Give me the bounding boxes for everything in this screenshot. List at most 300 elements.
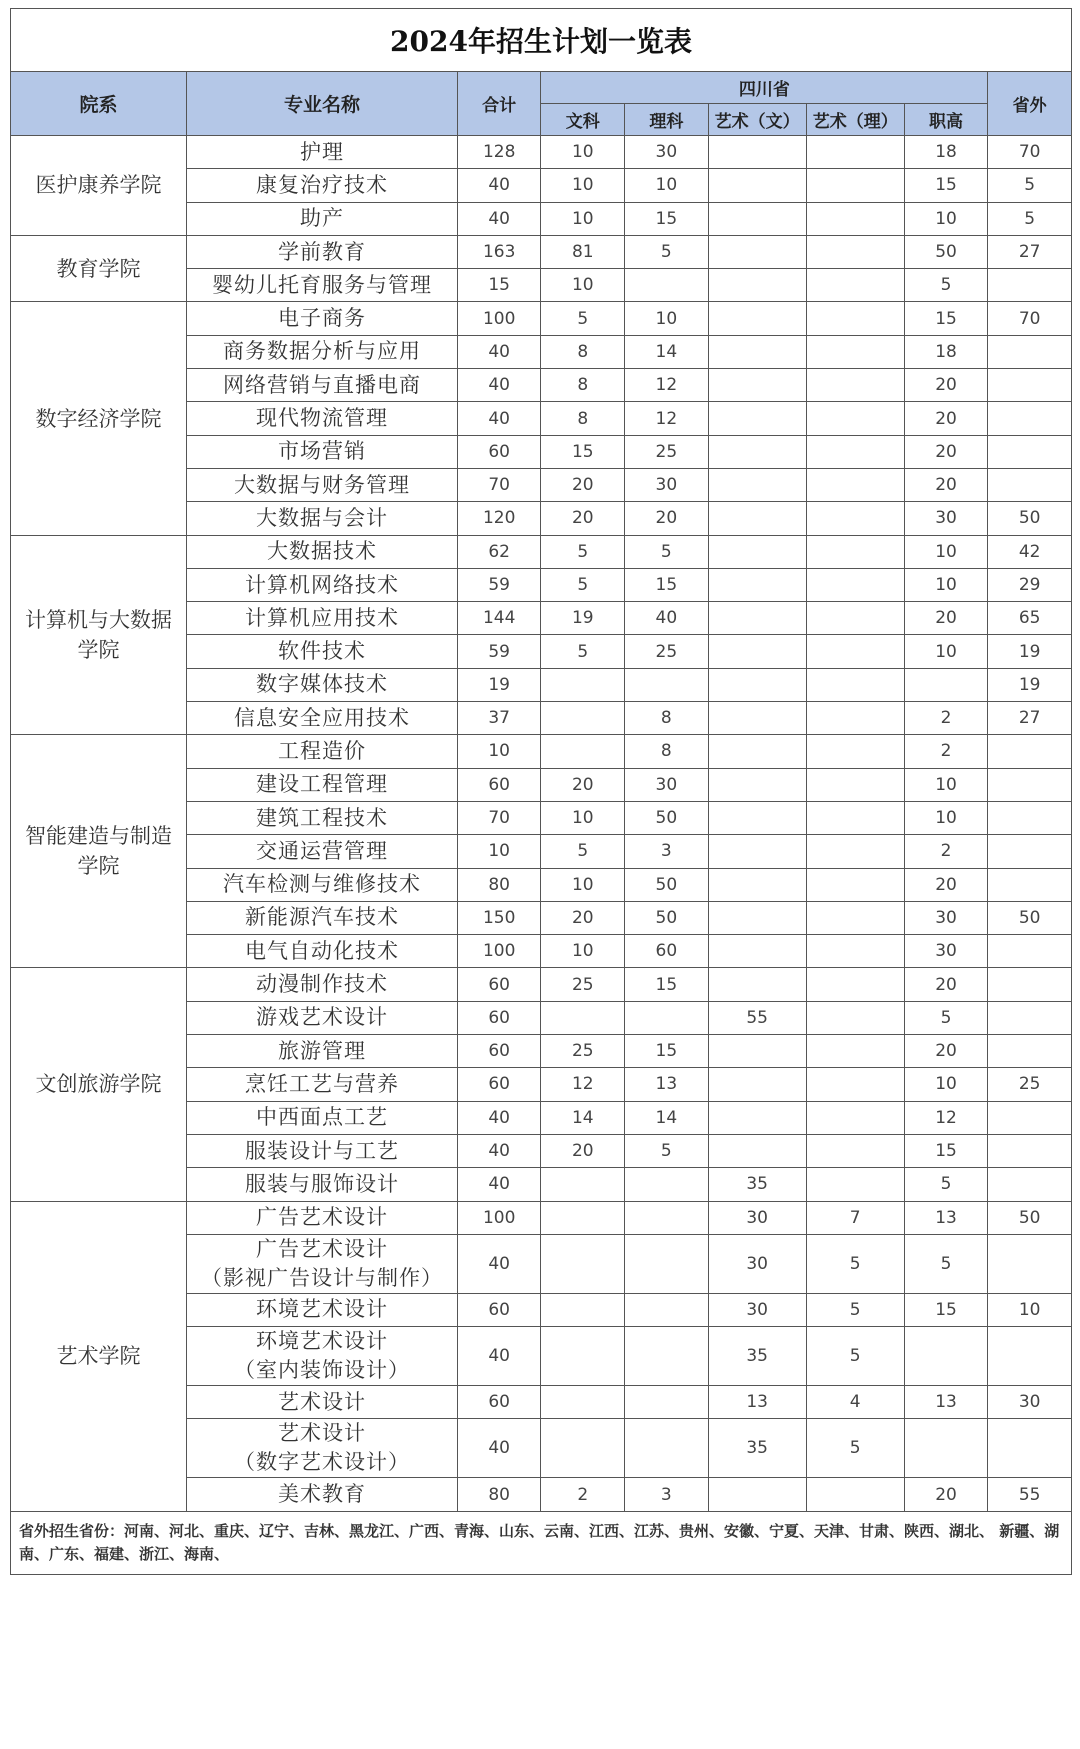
cell-total: 40 (457, 369, 541, 402)
cell-art-wen (708, 735, 806, 768)
cell-like: 20 (625, 502, 709, 535)
cell-zhigao: 20 (904, 435, 988, 468)
cell-art-li (806, 269, 904, 302)
cell-total: 60 (457, 1068, 541, 1101)
cell-art-li (806, 235, 904, 268)
major-cell: 现代物流管理 (187, 402, 458, 435)
cell-outside (988, 801, 1072, 834)
cell-outside (988, 1419, 1072, 1478)
cell-art-wen (708, 668, 806, 701)
cell-total: 150 (457, 901, 541, 934)
cell-wenke: 20 (541, 468, 625, 501)
cell-outside: 19 (988, 668, 1072, 701)
cell-like: 13 (625, 1068, 709, 1101)
cell-art-wen (708, 369, 806, 402)
cell-art-wen (708, 302, 806, 335)
cell-zhigao: 20 (904, 468, 988, 501)
cell-art-wen: 13 (708, 1386, 806, 1419)
cell-like: 5 (625, 1134, 709, 1167)
cell-zhigao: 30 (904, 935, 988, 968)
cell-art-li: 5 (806, 1327, 904, 1386)
cell-total: 40 (457, 202, 541, 235)
cell-art-wen (708, 702, 806, 735)
cell-wenke: 8 (541, 369, 625, 402)
cell-total: 80 (457, 1478, 541, 1511)
cell-total: 40 (457, 402, 541, 435)
cell-art-li: 4 (806, 1386, 904, 1419)
cell-zhigao: 30 (904, 502, 988, 535)
cell-art-wen (708, 1035, 806, 1068)
cell-zhigao: 10 (904, 768, 988, 801)
cell-zhigao: 12 (904, 1101, 988, 1134)
cell-outside: 19 (988, 635, 1072, 668)
department-cell: 数字经济学院 (11, 302, 187, 535)
cell-art-wen (708, 835, 806, 868)
cell-art-li (806, 901, 904, 934)
enrollment-plan-table (10, 8, 1072, 1575)
cell-wenke (541, 668, 625, 701)
cell-wenke: 15 (541, 435, 625, 468)
cell-art-wen (708, 801, 806, 834)
cell-art-li (806, 169, 904, 202)
major-cell: 数字媒体技术 (187, 668, 458, 701)
cell-total: 40 (457, 1234, 541, 1293)
cell-total: 163 (457, 235, 541, 268)
cell-wenke: 12 (541, 1068, 625, 1101)
cell-total: 60 (457, 968, 541, 1001)
cell-like: 50 (625, 801, 709, 834)
cell-art-li (806, 435, 904, 468)
cell-art-li (806, 635, 904, 668)
cell-art-wen (708, 535, 806, 568)
cell-total: 144 (457, 602, 541, 635)
cell-wenke: 10 (541, 269, 625, 302)
cell-wenke (541, 1327, 625, 1386)
cell-zhigao: 5 (904, 1168, 988, 1201)
cell-like: 10 (625, 169, 709, 202)
cell-zhigao: 20 (904, 968, 988, 1001)
table-body (11, 136, 1072, 1512)
footnote-provinces: 省外招生省份：河南、河北、重庆、辽宁、吉林、黑龙江、广西、青海、山东、云南、江西、江苏、贵州、安徽、宁夏、天津、甘肃、陕西、湖北、 新疆、湖南、广东、福建、浙江、海南、 (11, 1511, 1072, 1574)
cell-like: 12 (625, 402, 709, 435)
cell-zhigao (904, 668, 988, 701)
cell-art-li (806, 801, 904, 834)
cell-wenke: 2 (541, 1478, 625, 1511)
cell-outside: 27 (988, 235, 1072, 268)
major-cell: 电气自动化技术 (187, 935, 458, 968)
major-cell: 计算机应用技术 (187, 602, 458, 635)
cell-wenke: 20 (541, 502, 625, 535)
cell-outside: 42 (988, 535, 1072, 568)
header-zhigao: 职高 (904, 104, 988, 136)
cell-total: 60 (457, 1293, 541, 1326)
cell-art-li (806, 136, 904, 169)
cell-outside: 30 (988, 1386, 1072, 1419)
cell-art-wen: 55 (708, 1001, 806, 1034)
enrollment-plan-sheet (10, 8, 1072, 1735)
cell-art-wen (708, 568, 806, 601)
cell-like: 15 (625, 568, 709, 601)
cell-total: 128 (457, 136, 541, 169)
table-row (11, 535, 1072, 568)
major-cell: 大数据与会计 (187, 502, 458, 535)
major-cell: 动漫制作技术 (187, 968, 458, 1001)
cell-outside: 55 (988, 1478, 1072, 1511)
cell-art-li (806, 968, 904, 1001)
cell-art-wen (708, 468, 806, 501)
cell-art-wen: 30 (708, 1201, 806, 1234)
cell-art-li (806, 602, 904, 635)
cell-art-li: 7 (806, 1201, 904, 1234)
cell-art-li (806, 1478, 904, 1511)
cell-like: 30 (625, 468, 709, 501)
cell-zhigao (904, 1419, 988, 1478)
cell-art-wen (708, 402, 806, 435)
major-cell: 学前教育 (187, 235, 458, 268)
cell-wenke: 10 (541, 868, 625, 901)
cell-total: 40 (457, 335, 541, 368)
cell-art-li (806, 369, 904, 402)
cell-zhigao: 10 (904, 635, 988, 668)
cell-outside: 70 (988, 302, 1072, 335)
cell-zhigao: 13 (904, 1386, 988, 1419)
cell-art-li (806, 935, 904, 968)
major-cell: 广告艺术设计 (187, 1201, 458, 1234)
major-cell: 工程造价 (187, 735, 458, 768)
cell-outside (988, 435, 1072, 468)
cell-wenke: 5 (541, 302, 625, 335)
header-wenke: 文科 (541, 104, 625, 136)
cell-wenke (541, 702, 625, 735)
cell-wenke: 19 (541, 602, 625, 635)
cell-like (625, 668, 709, 701)
cell-wenke: 10 (541, 801, 625, 834)
cell-outside: 50 (988, 502, 1072, 535)
cell-total: 40 (457, 1327, 541, 1386)
cell-wenke: 10 (541, 136, 625, 169)
table-row (11, 302, 1072, 335)
cell-art-wen (708, 502, 806, 535)
cell-art-wen (708, 868, 806, 901)
cell-zhigao: 15 (904, 169, 988, 202)
cell-zhigao: 20 (904, 369, 988, 402)
cell-art-li: 5 (806, 1419, 904, 1478)
major-cell: 建设工程管理 (187, 768, 458, 801)
cell-zhigao: 20 (904, 1478, 988, 1511)
cell-like: 5 (625, 235, 709, 268)
table-row (11, 968, 1072, 1001)
cell-art-wen (708, 635, 806, 668)
cell-zhigao: 5 (904, 1234, 988, 1293)
cell-total: 120 (457, 502, 541, 535)
cell-like (625, 1001, 709, 1034)
cell-art-wen (708, 935, 806, 968)
cell-total: 37 (457, 702, 541, 735)
major-cell: 中西面点工艺 (187, 1101, 458, 1134)
table-row (11, 235, 1072, 268)
cell-wenke (541, 1419, 625, 1478)
cell-zhigao: 10 (904, 568, 988, 601)
cell-outside (988, 1327, 1072, 1386)
cell-wenke (541, 1293, 625, 1326)
cell-outside: 27 (988, 702, 1072, 735)
table-row (11, 735, 1072, 768)
cell-outside (988, 768, 1072, 801)
cell-total: 19 (457, 668, 541, 701)
cell-like (625, 1327, 709, 1386)
cell-total: 40 (457, 1168, 541, 1201)
header-art-wen: 艺术（文） (708, 104, 806, 136)
cell-wenke (541, 1001, 625, 1034)
cell-outside: 50 (988, 901, 1072, 934)
cell-zhigao: 5 (904, 269, 988, 302)
cell-outside: 50 (988, 1201, 1072, 1234)
cell-like (625, 1201, 709, 1234)
cell-zhigao: 20 (904, 602, 988, 635)
department-cell: 艺术学院 (11, 1201, 187, 1511)
major-cell: 游戏艺术设计 (187, 1001, 458, 1034)
cell-outside (988, 402, 1072, 435)
cell-wenke: 81 (541, 235, 625, 268)
cell-like (625, 1419, 709, 1478)
cell-art-wen (708, 1478, 806, 1511)
page-title: 2024年招生计划一览表 (11, 9, 1072, 72)
major-cell: 助产 (187, 202, 458, 235)
cell-art-li (806, 468, 904, 501)
cell-like: 12 (625, 369, 709, 402)
table-row (11, 136, 1072, 169)
cell-like (625, 269, 709, 302)
cell-like: 25 (625, 635, 709, 668)
cell-art-wen: 30 (708, 1234, 806, 1293)
cell-outside (988, 269, 1072, 302)
cell-outside (988, 735, 1072, 768)
header-like: 理科 (625, 104, 709, 136)
cell-wenke: 10 (541, 169, 625, 202)
cell-zhigao: 18 (904, 136, 988, 169)
cell-zhigao: 5 (904, 1001, 988, 1034)
cell-total: 100 (457, 935, 541, 968)
cell-outside (988, 1134, 1072, 1167)
cell-total: 60 (457, 435, 541, 468)
major-cell: 网络营销与直播电商 (187, 369, 458, 402)
header-sichuan: 四川省 (541, 72, 988, 104)
cell-art-li (806, 1101, 904, 1134)
cell-art-li (806, 1134, 904, 1167)
cell-like (625, 1234, 709, 1293)
cell-wenke (541, 1201, 625, 1234)
cell-zhigao: 2 (904, 702, 988, 735)
cell-art-wen (708, 901, 806, 934)
cell-art-li (806, 335, 904, 368)
cell-total: 70 (457, 468, 541, 501)
header-dept: 院系 (11, 72, 187, 136)
major-cell: 汽车检测与维修技术 (187, 868, 458, 901)
major-cell: 婴幼儿托育服务与管理 (187, 269, 458, 302)
cell-wenke: 14 (541, 1101, 625, 1134)
cell-zhigao: 10 (904, 202, 988, 235)
cell-outside (988, 1234, 1072, 1293)
cell-outside (988, 1001, 1072, 1034)
cell-art-li (806, 1001, 904, 1034)
major-cell: 服装设计与工艺 (187, 1134, 458, 1167)
major-cell: 环境艺术设计 （室内装饰设计） (187, 1327, 458, 1386)
cell-like: 50 (625, 868, 709, 901)
cell-art-li (806, 535, 904, 568)
major-cell: 市场营销 (187, 435, 458, 468)
cell-like: 30 (625, 136, 709, 169)
cell-art-wen (708, 602, 806, 635)
cell-wenke: 20 (541, 901, 625, 934)
cell-art-wen (708, 435, 806, 468)
cell-total: 40 (457, 1101, 541, 1134)
cell-wenke: 5 (541, 568, 625, 601)
cell-zhigao: 20 (904, 402, 988, 435)
major-cell: 软件技术 (187, 635, 458, 668)
cell-art-wen (708, 269, 806, 302)
cell-outside (988, 1101, 1072, 1134)
cell-zhigao: 15 (904, 1134, 988, 1167)
cell-like: 10 (625, 302, 709, 335)
major-cell: 新能源汽车技术 (187, 901, 458, 934)
header-total: 合计 (457, 72, 541, 136)
major-cell: 广告艺术设计 （影视广告设计与制作） (187, 1234, 458, 1293)
cell-like: 8 (625, 735, 709, 768)
cell-wenke (541, 1234, 625, 1293)
major-cell: 交通运营管理 (187, 835, 458, 868)
department-cell: 智能建造与制造学院 (11, 735, 187, 968)
major-cell: 旅游管理 (187, 1035, 458, 1068)
cell-art-wen (708, 136, 806, 169)
cell-art-li (806, 835, 904, 868)
cell-like: 14 (625, 335, 709, 368)
cell-art-wen: 35 (708, 1327, 806, 1386)
cell-art-wen (708, 169, 806, 202)
cell-outside: 5 (988, 202, 1072, 235)
cell-total: 62 (457, 535, 541, 568)
cell-art-wen (708, 335, 806, 368)
cell-art-wen (708, 1068, 806, 1101)
cell-outside (988, 369, 1072, 402)
cell-art-wen: 30 (708, 1293, 806, 1326)
cell-wenke: 8 (541, 402, 625, 435)
major-cell: 服装与服饰设计 (187, 1168, 458, 1201)
cell-wenke: 5 (541, 635, 625, 668)
cell-outside (988, 1168, 1072, 1201)
cell-art-li (806, 302, 904, 335)
major-cell: 护理 (187, 136, 458, 169)
cell-wenke: 20 (541, 768, 625, 801)
cell-art-wen (708, 235, 806, 268)
cell-outside: 10 (988, 1293, 1072, 1326)
cell-total: 40 (457, 1419, 541, 1478)
cell-like: 3 (625, 1478, 709, 1511)
cell-zhigao: 10 (904, 1068, 988, 1101)
cell-like (625, 1293, 709, 1326)
cell-art-wen (708, 768, 806, 801)
cell-art-li (806, 402, 904, 435)
cell-art-li (806, 668, 904, 701)
cell-total: 59 (457, 568, 541, 601)
cell-outside (988, 868, 1072, 901)
cell-art-li (806, 202, 904, 235)
cell-total: 59 (457, 635, 541, 668)
cell-outside (988, 968, 1072, 1001)
cell-wenke: 5 (541, 835, 625, 868)
cell-wenke (541, 1386, 625, 1419)
cell-zhigao: 20 (904, 1035, 988, 1068)
cell-total: 100 (457, 302, 541, 335)
cell-like: 30 (625, 768, 709, 801)
cell-total: 10 (457, 835, 541, 868)
cell-art-wen (708, 968, 806, 1001)
cell-like: 60 (625, 935, 709, 968)
cell-total: 70 (457, 801, 541, 834)
cell-zhigao: 13 (904, 1201, 988, 1234)
cell-outside (988, 468, 1072, 501)
cell-wenke: 8 (541, 335, 625, 368)
cell-wenke (541, 735, 625, 768)
cell-zhigao: 15 (904, 1293, 988, 1326)
cell-like: 8 (625, 702, 709, 735)
cell-art-li (806, 702, 904, 735)
cell-like: 25 (625, 435, 709, 468)
major-cell: 计算机网络技术 (187, 568, 458, 601)
cell-art-li: 5 (806, 1293, 904, 1326)
cell-total: 60 (457, 768, 541, 801)
cell-like (625, 1168, 709, 1201)
cell-art-wen (708, 202, 806, 235)
major-cell: 环境艺术设计 (187, 1293, 458, 1326)
cell-zhigao: 10 (904, 801, 988, 834)
cell-total: 60 (457, 1386, 541, 1419)
major-cell: 大数据与财务管理 (187, 468, 458, 501)
cell-outside: 70 (988, 136, 1072, 169)
cell-art-li: 5 (806, 1234, 904, 1293)
major-cell: 商务数据分析与应用 (187, 335, 458, 368)
cell-outside (988, 1035, 1072, 1068)
major-cell: 建筑工程技术 (187, 801, 458, 834)
cell-wenke (541, 1168, 625, 1201)
cell-total: 40 (457, 169, 541, 202)
cell-outside (988, 935, 1072, 968)
cell-art-wen: 35 (708, 1168, 806, 1201)
cell-wenke: 5 (541, 535, 625, 568)
cell-zhigao (904, 1327, 988, 1386)
cell-total: 60 (457, 1001, 541, 1034)
cell-total: 100 (457, 1201, 541, 1234)
cell-zhigao: 10 (904, 535, 988, 568)
cell-outside: 29 (988, 568, 1072, 601)
cell-outside: 25 (988, 1068, 1072, 1101)
cell-total: 40 (457, 1134, 541, 1167)
cell-zhigao: 30 (904, 901, 988, 934)
cell-total: 60 (457, 1035, 541, 1068)
cell-like: 15 (625, 1035, 709, 1068)
major-cell: 烹饪工艺与营养 (187, 1068, 458, 1101)
cell-outside: 65 (988, 602, 1072, 635)
cell-total: 15 (457, 269, 541, 302)
cell-art-li (806, 502, 904, 535)
major-cell: 艺术设计 (187, 1386, 458, 1419)
major-cell: 信息安全应用技术 (187, 702, 458, 735)
cell-total: 80 (457, 868, 541, 901)
cell-like (625, 1386, 709, 1419)
cell-art-wen: 35 (708, 1419, 806, 1478)
cell-zhigao: 18 (904, 335, 988, 368)
cell-like: 15 (625, 202, 709, 235)
major-cell: 大数据技术 (187, 535, 458, 568)
